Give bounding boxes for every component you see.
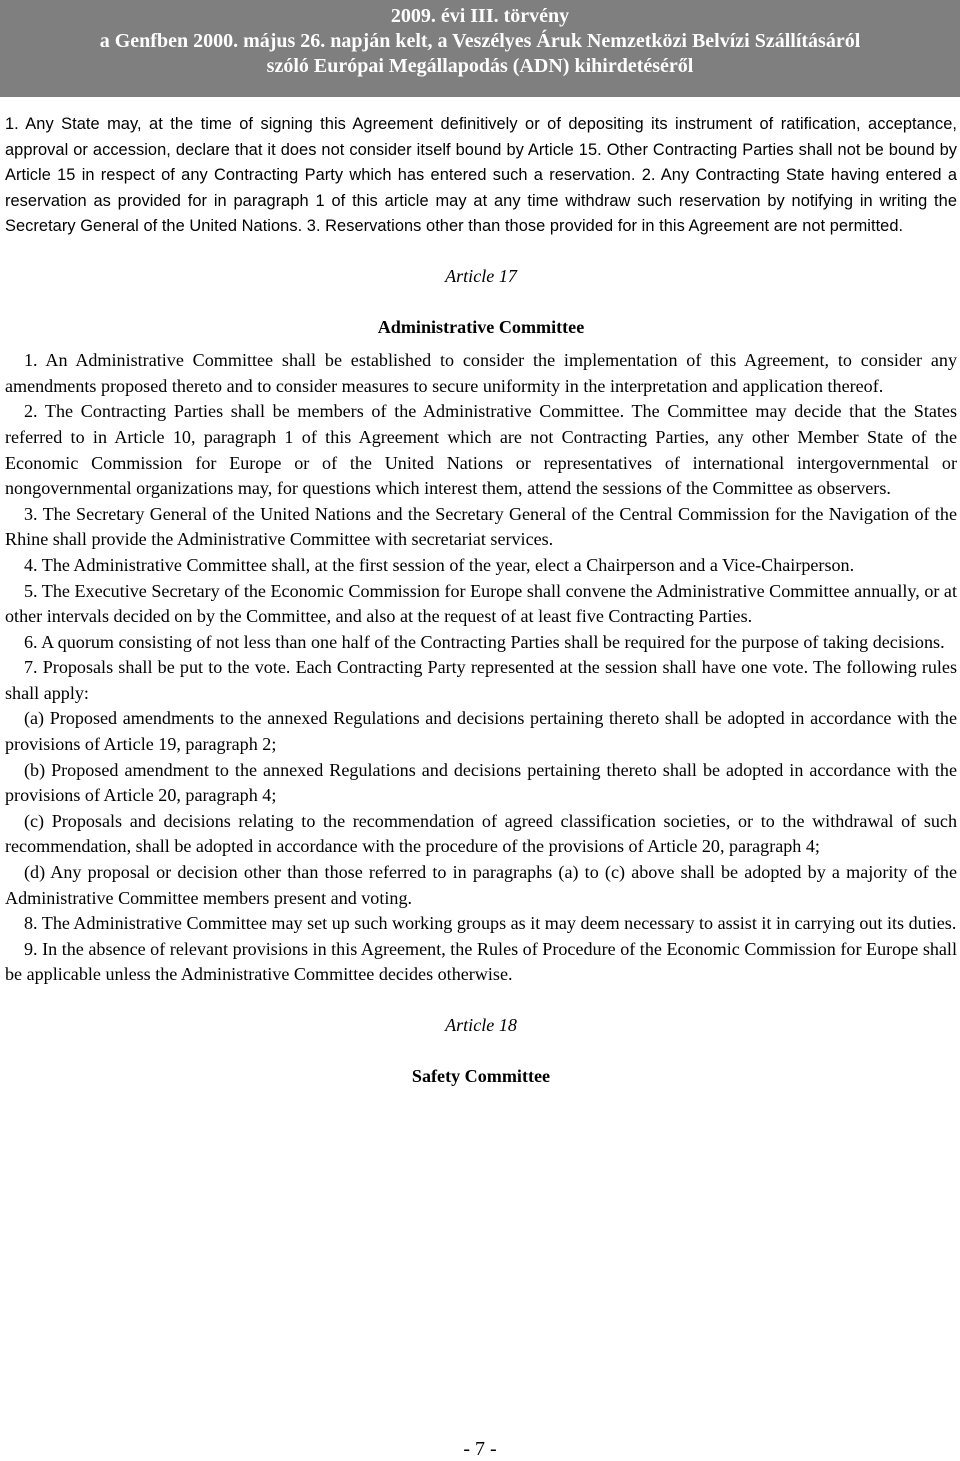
article-16-paragraph-3: 3. Reservations other than those provided for in this Agreement are not permitted. <box>306 217 904 236</box>
article-17-paragraph: 1. An Administrative Committee shall be established to consider the implementation of this Agreement, to consider any amendments proposed thereto and to consider measures to secure uniformity in the interpretation and application thereof. <box>5 350 957 396</box>
article-17-subparagraph-d: (d) Any proposal or decision other than those referred to in paragraphs (a) to (c) above shall be adopted by a majority of the Administrative Committee members present and voting. <box>5 862 957 908</box>
article-17-subparagraph-b: (b) Proposed amendment to the annexed Regulations and decisions pertaining thereto shall be adopted in accordance with the provisions of Article 20, paragraph 4; <box>5 759 957 806</box>
header-title-line-1: 2009. évi III. törvény <box>390 5 570 27</box>
article-16-text <box>5 112 957 240</box>
article-17-paragraph: 2. The Contracting Parties shall be members of the Administrative Committee. The Committee may decide that the States referred to in Article 10, paragraph 1 of this Agreement which are not Contracting Parties, any other Member State of the Economic Commission for Europe or of the United Nations or representatives of international intergovernmental or nongovernmental organizations may, for questions which interest them, attend the sessions of the Committee as observers. <box>5 401 957 499</box>
article-17-paragraph: 9. In the absence of relevant provisions in this Agreement, the Rules of Procedure of the Economic Commission for Europe shall be applicable unless the Administrative Committee decides otherwise. <box>5 938 957 985</box>
header-title-line-3: szóló Európai Megállapodás (ADN) kihirdetéséről <box>266 55 694 77</box>
article-17-title: Administrative Committee <box>377 316 585 337</box>
page-number: - 7 - <box>463 1438 497 1460</box>
article-17-paragraph: 3. The Secretary General of the United Nations and the Secretary General of the Central Commission for the Navigation of the Rhine shall provide the Administrative Committee with secretariat services. <box>5 503 957 550</box>
document-body <box>5 112 957 1089</box>
article-17-paragraph: 5. The Executive Secretary of the Economic Commission for Europe shall convene the Administrative Committee annually, or at other intervals decided on by the Committee, and also at the request of at least five Contracting Parties. <box>5 580 957 627</box>
article-17-subparagraph-c: (c) Proposals and decisions relating to the recommendation of agreed classification societies, or to the withdrawal of such recommendation, shall be adopted in accordance with the procedure of the provisions of Article 20, paragraph 4; <box>5 810 957 857</box>
document-header <box>0 0 960 97</box>
article-17-subparagraph-a: (a) Proposed amendments to the annexed Regulations and decisions pertaining thereto shall be adopted in accordance with the provisions of Article 19, paragraph 2; <box>5 708 957 755</box>
article-16-paragraph-1: 1. Any State may, at the time of signing this Agreement definitively or of depositing its instrument of ratification, acceptance, approval or accession, declare that it does not consider itself bound by Article 15. Other Contracting Parties shall not be bound by Article 15 in respect of any Contracting Party which has entered such a reservation. <box>5 115 957 185</box>
article-17-heading: Article 17 <box>445 265 517 286</box>
article-17-paragraph: 6. A quorum consisting of not less than one half of the Contracting Parties shall be required for the purpose of taking decisions. <box>24 631 945 652</box>
header-title-line-2: a Genfben 2000. május 26. napján kelt, a Veszélyes Áruk Nemzetközi Belvízi Szállításáról <box>99 30 861 52</box>
article-17-paragraph: 8. The Administrative Committee may set up such working groups as it may deem necessary to assist it in carrying out its duties. <box>24 913 957 934</box>
article-16-paragraph-2: 2. Any Contracting State having entered a reservation as provided for in paragraph 1 of this article may at any time withdraw such reservation by notifying in writing the Secretary General of the United Nations. <box>5 166 958 236</box>
article-17-paragraph: 4. The Administrative Committee shall, at the first session of the year, elect a Chairperson and a Vice-Chairperson. <box>24 554 855 575</box>
article-17-paragraph: 7. Proposals shall be put to the vote. Each Contracting Party represented at the session shall have one vote. The following rules shall apply: <box>5 657 957 703</box>
article-18-heading: Article 18 <box>445 1015 517 1035</box>
article-18-title: Safety Committee <box>411 1065 551 1086</box>
